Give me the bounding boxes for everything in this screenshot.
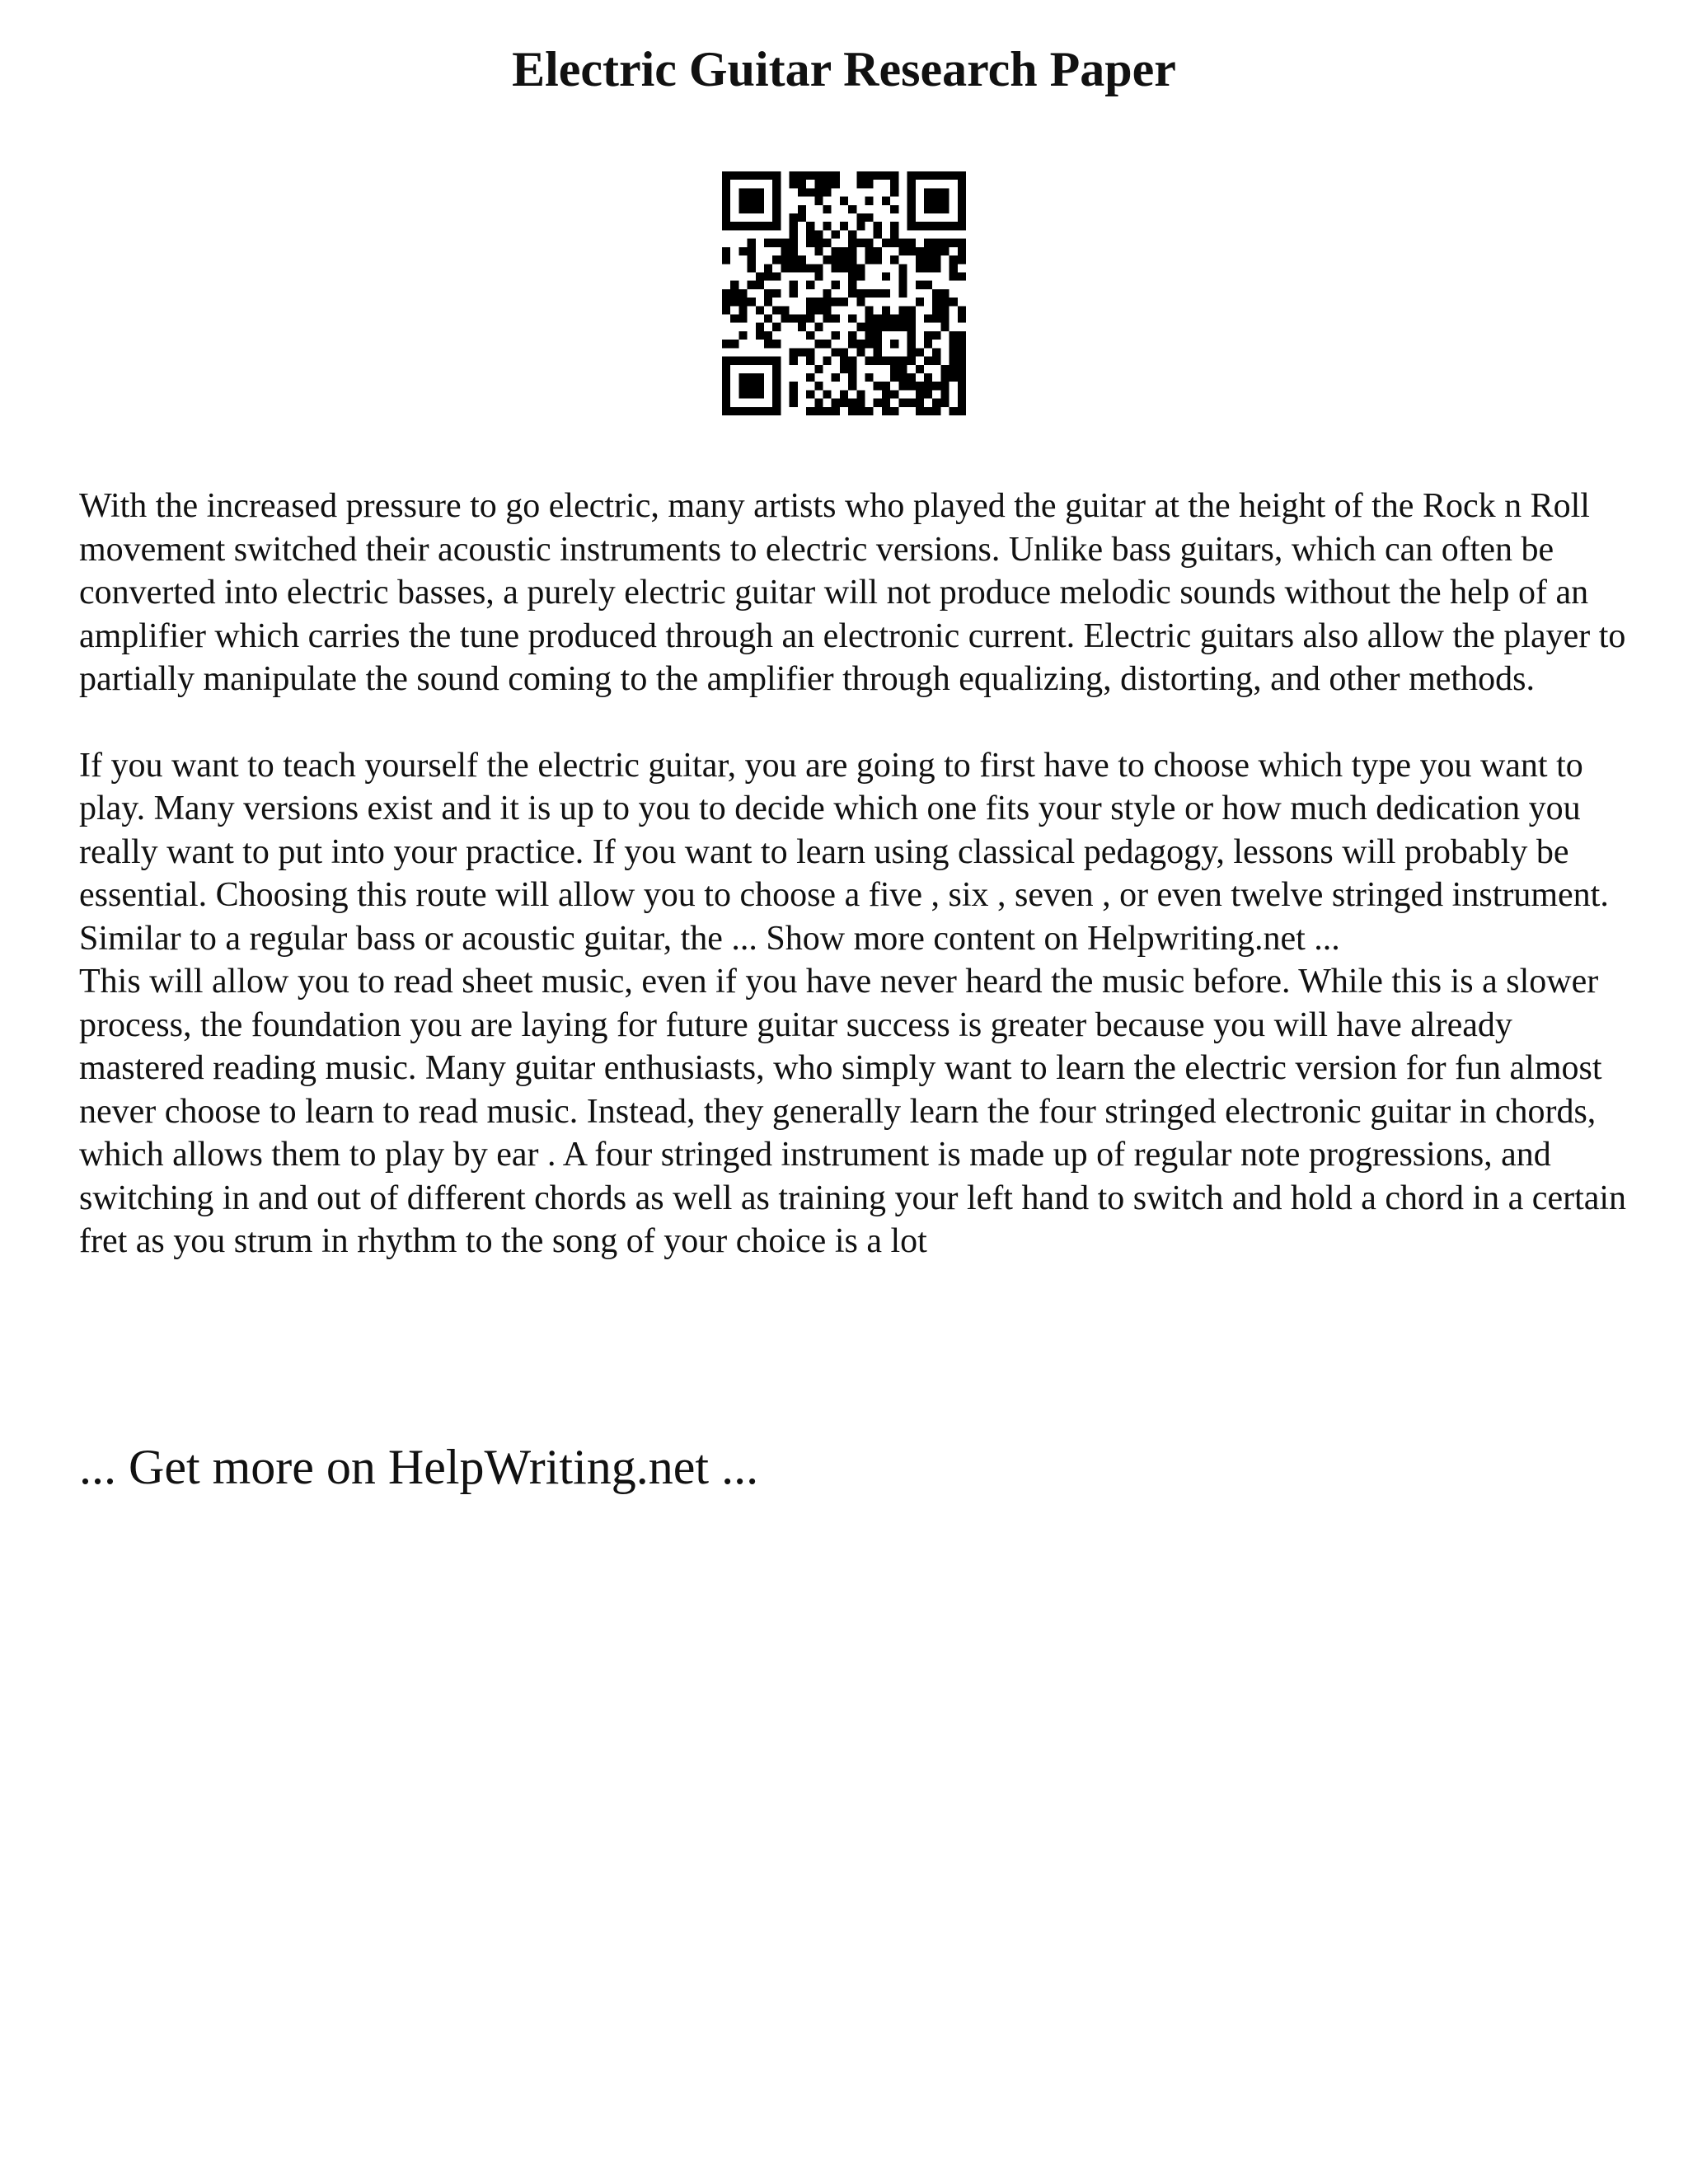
qr-code-icon[interactable]	[722, 171, 966, 415]
page-title: Electric Guitar Research Paper	[512, 42, 1176, 96]
qr-code-graphic	[722, 171, 966, 415]
paragraph-3: This will allow you to read sheet music, even if you have never heard the music before. While this is a slower process, the foundation you are laying for future guitar success is greater because you will have already mastered reading music. Many guitar enthusiasts, who simply want to learn the electric version for fun almost never choose to learn to read music. Instead, they generally learn the four stringed electronic guitar in chords, which allows them to play by ear . A four stringed instrument is made up of regular note progressions, and switching in and out of different chords as well as training your left hand to switch and hold a chord in a certain fret as you strum in rhythm to the song of your choice is a lot	[79, 963, 1627, 1260]
article-body	[79, 485, 1629, 1263]
paragraph-2: If you want to teach yourself the electric guitar, you are going to first have to choose which type you want to play. Many versions exist and it is up to you to decide which one fits your style or how much dedication you really want to put into your practice. If you want to learn using classical pedagogy, lessons will probably be essential. Choosing this route will allow you to choose a five , six , seven , or even twelve stringed instrument. Similar to a regular bass or acoustic guitar, the ... Show more content on Helpwriting.net ...	[79, 746, 1609, 958]
get-more-link[interactable]: ... Get more on HelpWriting.net ...	[79, 1440, 759, 1494]
paragraph-1: With the increased pressure to go electric, many artists who played the guitar at the height of the Rock n Roll movement switched their acoustic instruments to electric versions. Unlike bass guitars, which can often be converted into electric basses, a purely electric guitar will not produce melodic sounds without the help of an amplifier which carries the tune produced through an electronic current. Electric guitars also allow the player to partially manipulate the sound coming to the amplifier through equalizing, distorting, and other methods.	[79, 487, 1626, 698]
